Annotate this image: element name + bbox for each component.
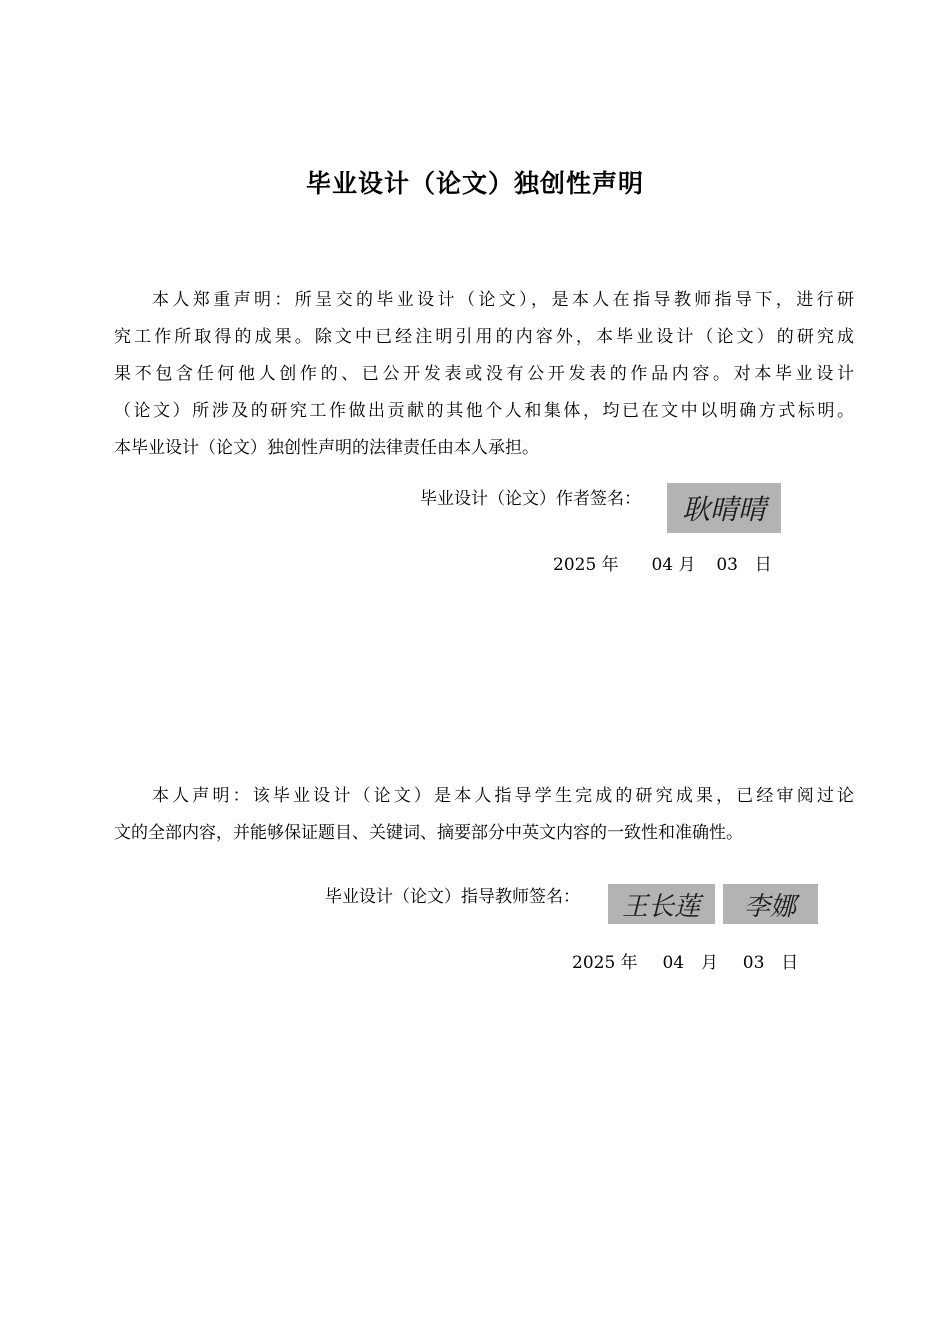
advisor-paragraph [114, 778, 854, 852]
date-month: 04 [662, 953, 685, 973]
date-day-unit: 日 [754, 555, 772, 575]
date-year: 2025 [553, 555, 597, 575]
declaration-line: 果不包含任何他人创作的、已公开发表或没有公开发表的作品内容。对本毕业设计 [114, 364, 854, 384]
date-month-unit: 月 [678, 555, 696, 575]
declaration-paragraph [114, 282, 854, 467]
page-title: 毕业设计（论文）独创性声明 [305, 169, 644, 198]
date-day: 03 [742, 953, 765, 973]
advisor-line: 本人声明：该毕业设计（论文）是本人指导学生完成的研究成果，已经审阅过论 [152, 786, 854, 806]
declaration-line: 究工作所取得的成果。除文中已经注明引用的内容外，本毕业设计（论文）的研究成 [114, 327, 854, 347]
author-signature-image [667, 483, 781, 533]
date-day: 03 [716, 555, 738, 575]
declaration-line: （论文）所涉及的研究工作做出贡献的其他个人和集体，均已在文中以明确方式标明。 [114, 401, 854, 421]
advisor-date [572, 948, 798, 973]
date-day-unit: 日 [781, 953, 799, 973]
svg-text:王长莲: 王长莲 [621, 892, 701, 922]
advisor-line: 文的全部内容，并能够保证题目、关键词、摘要部分中英文内容的一致性和准确性。 [114, 823, 743, 843]
advisor-signature-image-1 [608, 884, 715, 924]
date-year-unit: 年 [601, 555, 619, 575]
author-date [553, 550, 772, 575]
declaration-line: 本人郑重声明：所呈交的毕业设计（论文），是本人在指导教师指导下，进行研 [152, 290, 854, 310]
svg-text:耿晴晴: 耿晴晴 [681, 493, 767, 526]
date-month-unit: 月 [700, 953, 718, 973]
date-year-unit: 年 [620, 953, 638, 973]
date-year: 2025 [572, 953, 616, 973]
author-signature-label: 毕业设计（论文）作者签名： [420, 489, 641, 509]
advisor-signature-label: 毕业设计（论文）指导教师签名： [325, 887, 580, 907]
advisor-signature-image-2 [723, 884, 818, 924]
date-month: 04 [651, 555, 674, 575]
declaration-line: 本毕业设计（论文）独创性声明的法律责任由本人承担。 [114, 438, 539, 458]
svg-text:李娜: 李娜 [743, 892, 797, 922]
